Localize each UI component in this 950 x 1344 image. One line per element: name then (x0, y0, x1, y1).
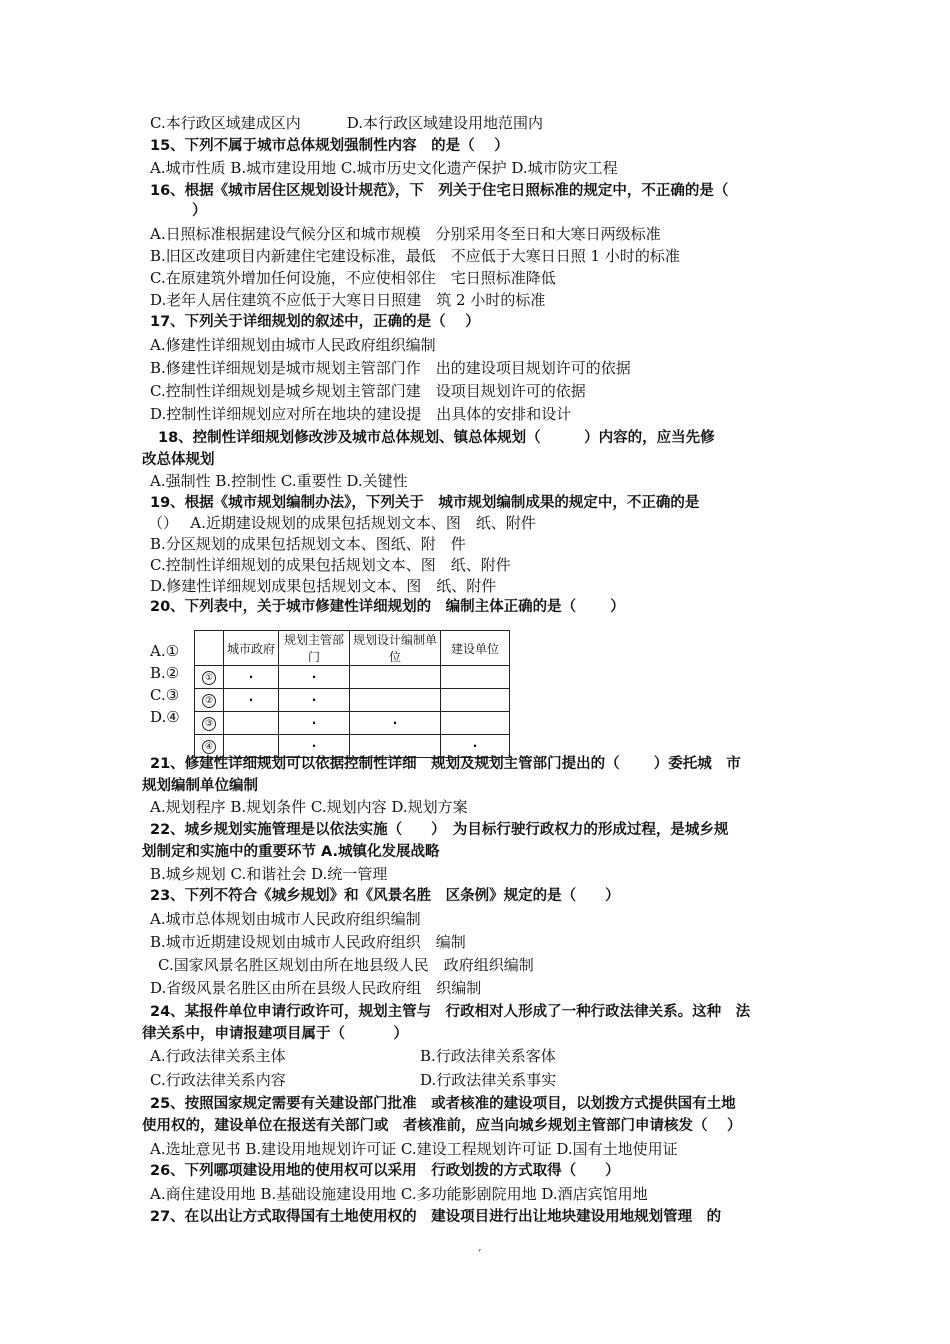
table-cell (350, 689, 441, 712)
question-25: 25、按照国家规定需要有关建设部门批准 或者核准的建设项目，以划拨方式提供国有土地 (150, 1096, 736, 1112)
planning-table (194, 630, 510, 758)
question-23: 23、下列不符合《城乡规划》和《风景名胜 区条例》规定的是（ ） (150, 888, 620, 904)
table-cell: · (279, 666, 350, 689)
table-cell: · (441, 735, 510, 758)
option-c: C.本行政区域建成区内 (150, 114, 301, 132)
options-21: A.规划程序 B.规划条件 C.规划内容 D.规划方案 (150, 798, 468, 816)
question-18: 18、控制性详细规划修改涉及城市总体规划、镇总体规划（ ）内容的，应当先修 (158, 430, 715, 446)
option-23b: B.城市近期建设规划由城市人民政府组织 编制 (150, 933, 466, 951)
option-17b: B.修建性详细规划是城市规划主管部门作 出的建设项目规划许可的依据 (150, 359, 631, 377)
row-label: ④ (202, 740, 216, 754)
option-16b: B.旧区改建项目内新建住宅建设标准，最低 不应低于大寒日日照 1 小时的标准 (150, 247, 680, 265)
question-16: 16、根据《城市居住区规划设计规范》，下 列关于住宅日照标准的规定中，不正确的是（ (150, 183, 729, 199)
table-row (195, 712, 510, 735)
choice-c: C.③ (150, 686, 180, 704)
table-cell (224, 712, 279, 735)
options-26: A.商住建设用地 B.基础设施建设用地 C.多功能影剧院用地 D.酒店宾馆用地 (150, 1185, 648, 1203)
table-cell: · (279, 735, 350, 758)
options-24cd (150, 1070, 556, 1090)
row-label: ③ (202, 717, 216, 731)
question-19: 19、根据《城市规划编制办法》，下列关于 城市规划编制成果的规定中，不正确的是 (150, 495, 700, 511)
question-27: 27、在以出让方式取得国有土地使用权的 建设项目进行出让地块建设用地规划管理 的 (150, 1209, 722, 1225)
row-label: ① (202, 671, 216, 685)
header-construction-unit: 建设单位 (441, 631, 510, 666)
table-cell: · (279, 689, 350, 712)
option-24c: C.行政法律关系内容 (150, 1071, 286, 1089)
option-16c: C.在原建筑外增加任何设施，不应使相邻住 宅日照标准降低 (150, 269, 556, 287)
option-19a: （） A.近期建设规划的成果包括规划文本、图 纸、附件 (148, 514, 536, 532)
table-cell: · (224, 666, 279, 689)
option-19b: B.分区规划的成果包括规划文本、图纸、附 件 (150, 535, 466, 553)
options-18: A.强制性 B.控制性 C.重要性 D.关键性 (150, 472, 408, 490)
choice-a: A.① (150, 642, 180, 660)
table-cell (441, 712, 510, 735)
choice-d: D.④ (150, 708, 180, 726)
option-19c: C.控制性详细规划的成果包括规划文本、图 纸、附件 (150, 556, 511, 574)
question-15: 15、下列不属于城市总体规划强制性内容 的是（ ） (150, 138, 509, 154)
table-row (195, 666, 510, 689)
choice-b: B.② (150, 664, 180, 682)
question-24: 24、某报件单位申请行政许可，规划主管与 行政相对人形成了一种行政法律关系。这种 法 (150, 1004, 751, 1020)
option-23d: D.省级风景名胜区由所在县级人民政府组 织编制 (150, 979, 482, 997)
question-24-cont: 律关系中，申请报建项目属于（ ） (142, 1026, 409, 1042)
header-planning-dept: 规划主管部门 (279, 631, 350, 666)
option-23c: C.国家风景名胜区规划由所在地县级人民 政府组织编制 (158, 956, 534, 974)
question-22-cont: 划制定和实施中的重要环节 A.城镇化发展战略 (142, 844, 440, 860)
option-24d: D.行政法律关系事实 (420, 1071, 557, 1089)
option-d: D.本行政区域建设用地范围内 (346, 114, 543, 132)
header-city-gov: 城市政府 (224, 631, 279, 666)
table-header-row (195, 631, 510, 666)
question-21: 21、修建性详细规划可以依据控制性详细 规划及规划主管部门提出的（ ）委托城 市 (150, 756, 741, 772)
option-17a: A.修建性详细规划由城市人民政府组织编制 (150, 336, 436, 354)
option-24b: B.行政法律关系客体 (420, 1047, 556, 1065)
row-label: ② (202, 694, 216, 708)
table-cell: · (224, 689, 279, 712)
footer-mark: ˊ (476, 1248, 482, 1262)
table-row (195, 689, 510, 712)
option-16d: D.老年人居住建筑不应低于大寒日日照建 筑 2 小时的标准 (150, 291, 546, 309)
options-24ab (150, 1046, 556, 1066)
header-design-unit: 规划设计编制单位 (350, 631, 441, 666)
options-15: A.城市性质 B.城市建设用地 C.城市历史文化遗产保护 D.城市防灾工程 (150, 159, 618, 177)
question-17: 17、下列关于详细规划的叙述中，正确的是（ ） (150, 314, 480, 330)
option-17c: C.控制性详细规划是城乡规划主管部门建 设项目规划许可的依据 (150, 382, 586, 400)
table-cell (441, 689, 510, 712)
question-26: 26、下列哪项建设用地的使用权可以采用 行政划拨的方式取得（ ） (150, 1163, 620, 1179)
table-cell: · (279, 712, 350, 735)
table-cell (350, 666, 441, 689)
option-24a: A.行政法律关系主体 (150, 1047, 286, 1065)
option-line-14cd (150, 113, 543, 133)
question-25-cont: 使用权的，建设单位在报送有关部门或 者核准前，应当向城乡规划主管部门申请核发（ ） (142, 1118, 742, 1134)
question-21-cont: 规划编制单位编制 (142, 778, 258, 794)
question-18-cont: 改总体规划 (142, 452, 215, 468)
options-22: B.城乡规划 C.和谐社会 D.统一管理 (150, 865, 388, 883)
option-23a: A.城市总体规划由城市人民政府组织编制 (150, 910, 421, 928)
table-cell: · (350, 712, 441, 735)
question-22: 22、城乡规划实施管理是以依法实施（ ） 为目标行驶行政权力的形成过程，是城乡规 (150, 822, 729, 838)
option-17d: D.控制性详细规划应对所在地块的建设提 出具体的安排和设计 (150, 405, 572, 423)
option-19d: D.修建性详细规划成果包括规划文本、图 纸、附件 (150, 577, 497, 595)
table-cell (441, 666, 510, 689)
option-16a: A.日照标准根据建设气候分区和城市规模 分别采用冬至日和大寒日两级标准 (150, 225, 661, 243)
question-16-cont: ） (192, 203, 207, 219)
options-25: A.选址意见书 B.建设用地规划许可证 C.建设工程规划许可证 D.国有土地使用证 (150, 1140, 678, 1158)
question-20: 20、下列表中，关于城市修建性详细规划的 编制主体正确的是（ ） (150, 599, 625, 615)
